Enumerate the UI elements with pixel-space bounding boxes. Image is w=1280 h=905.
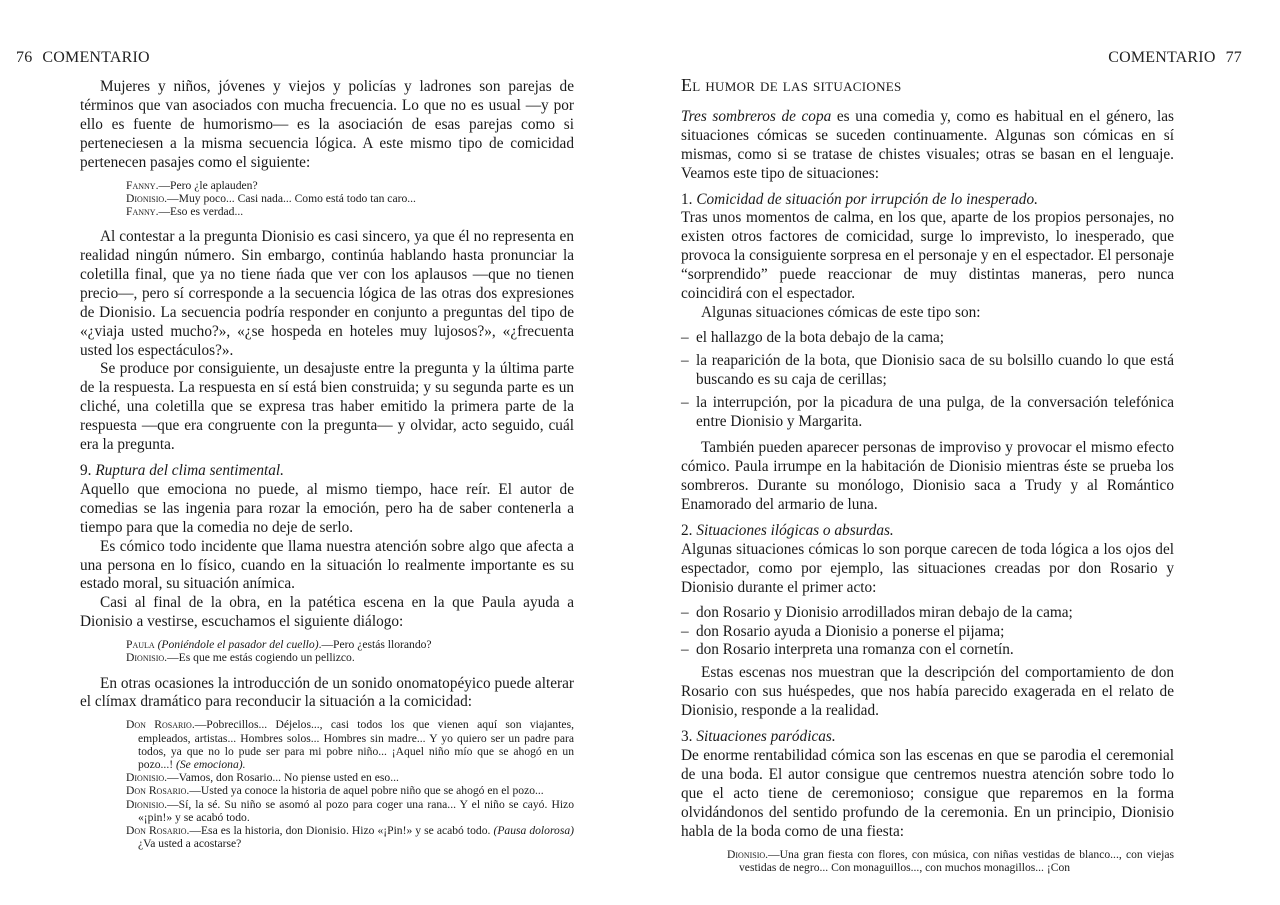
right-page-body <box>681 76 1174 884</box>
list-item: – don Rosario y Dionisio arrodillados miran debajo de la cama; <box>681 603 1073 621</box>
paragraph: Tras unos momentos de calma, en los que, aparte de los propios personajes, no existen otros factores de comicidad, surge lo imprevisto, lo inesperado, que provoca la consiguiente sorpresa en el personaje y en el espectador. El personaje “sorprendido” puede reaccionar de muy distintas maneras, pero nunca coincidirá con el espectador. <box>681 209 1174 303</box>
subheading-3: 3. Situaciones paródicas. <box>681 728 836 746</box>
dialogue-line: Fanny.—Eso es verdad... <box>126 204 244 218</box>
dash-marker: – <box>681 328 689 346</box>
left-page-body <box>80 78 574 860</box>
paragraph: Algunas situaciones cómicas lo son porque carecen de toda lógica a los ojos del espectador, como por ejemplo, las situaciones creadas por don Rosario y Dionisio durante el primer acto: <box>681 540 1174 596</box>
page-number: 76 <box>16 49 33 66</box>
stage-direction: (Se emociona). <box>176 758 246 771</box>
dialogue-line: Dionisio.—Una gran fiesta con flores, con música, con niñas vestidas de blanco..., con viejas vestidas de negro... Con monaguillos..., con muchos monagillos... ¡Con <box>727 847 1174 874</box>
dialogue-excerpt <box>80 638 574 664</box>
paragraph: Casi al final de la obra, en la patética escena en la que Paula ayuda a Dionisio a vestirse, escuchamos el siguiente diálogo: <box>80 594 574 631</box>
speaker: Don Rosario <box>126 784 187 798</box>
dialogue-excerpt <box>80 718 574 850</box>
stage-direction: (Poniéndole el pasador del cuello) <box>154 638 319 652</box>
list-item: – la interrupción, por la picadura de una pulga, de la conversación telefónica entre Dionisio y Margarita. <box>681 393 1174 430</box>
subheading-9: 9. Ruptura del clima sentimental. <box>80 462 284 480</box>
speaker: Fanny <box>126 178 156 192</box>
dialogue-line: Dionisio.—Muy poco... Casi nada... Como está todo tan caro... <box>126 191 416 205</box>
running-head-title: COMENTARIO <box>1108 49 1216 66</box>
example-list <box>681 604 1174 661</box>
dash-marker: – <box>681 641 689 659</box>
section-title: El humor de las situaciones <box>681 75 902 95</box>
paragraph: Es cómico todo incidente que llama nuestra atención sobre algo que afecta a una persona en lo físico, cuando en la situación lo realmente importante es su estado moral, su situación anímica. <box>80 537 574 593</box>
list-item: – don Rosario interpreta una romanza con el cornetín. <box>681 641 1014 659</box>
dash-marker: – <box>681 622 689 640</box>
work-title: Tres sombreros de copa <box>681 107 832 125</box>
dialogue-line: Dionisio.—Es que me estás cogiendo un pellizco. <box>126 651 355 665</box>
dialogue-line: Don Rosario.—Usted ya conoce la historia de aquel pobre niño que se ahogó en el pozo... <box>126 784 544 798</box>
paragraph: En otras ocasiones la introducción de un sonido onomatopéyico puede alterar el clímax dramático para reconducir la situación a la comicidad: <box>80 674 574 711</box>
paragraph: Mujeres y niños, jóvenes y viejos y policías y ladrones son parejas de términos que van asociados con mucha frecuencia. Lo que no es usual —y por ello es fuente de humorismo— es la asociación de esas parejas como si perteneciesen a la misma secuencia lógica. A este mismo tipo de comicidad pertenecen pasajes como el siguiente: <box>80 78 574 171</box>
dialogue-excerpt <box>681 848 1174 874</box>
paragraph: De enorme rentabilidad cómica son las escenas en que se parodia el ceremonial de una boda. El autor consigue que centremos nuestra atención sobre todo lo que el acto tiene de ceremonioso; consigue que reparemos en la forma olvidándonos del sentido profundo de la ceremonia. En un principio, Dionisio habla de la boda como de una fiesta: <box>681 747 1174 840</box>
paragraph: Tres sombreros de copa es una comedia y, como es habitual en el género, las situaciones cómicas se suceden continuamente. Algunas son cómicas en sí mismas, como si se tratase de chistes visuales; otras se basan en el lenguaje. Veamos este tipo de situaciones: <box>681 107 1174 182</box>
right-page <box>640 0 1280 905</box>
paragraph: Al contestar a la pregunta Dionisio es casi sincero, ya que él no representa en realidad ningún número. Sin embargo, continúa hablando hasta pronunciar la coletilla final, que ya no tiene ńada que ver con los aplausos —que no tienen precio—, pero sí corresponde a la secuencia lógica de las otras dos expresiones de Dionisio. La secuencia podría responder en conjunto a preguntas del tipo de «¿viaja usted mucho?», «¿se hospeda en hoteles muy lujosos?», «¿frecuenta usted los espectáculos?». <box>80 228 574 359</box>
dialogue-line: Dionisio.—Vamos, don Rosario... No piense usted en eso... <box>126 771 399 785</box>
running-head-title: COMENTARIO <box>42 49 150 66</box>
paragraph: Se produce por consiguiente, un desajuste entre la pregunta y la última parte de la respuesta. La respuesta en sí está bien construida; y su segunda parte es un cliché, una coletilla que se expresa tras haber emitido la primera parte de la respuesta —que era congruente con la pregunta— y olvidar, acto seguido, cuál era la pregunta. <box>80 360 574 454</box>
speaker: Don Rosario <box>126 824 187 838</box>
running-head-right <box>1108 49 1242 67</box>
speaker: Dionisio <box>126 771 165 785</box>
dialogue-line: Paula (Poniéndole el pasador del cuello).—Pero ¿estás llorando? <box>126 638 432 652</box>
dash-marker: – <box>681 603 689 621</box>
list-item: – el hallazgo de la bota debajo de la cama; <box>681 328 945 346</box>
speaker: Dionisio <box>727 847 766 861</box>
speaker: Don Rosario <box>126 718 192 732</box>
dialogue-line: Fanny.—Pero ¿le aplauden? <box>126 178 258 192</box>
list-item: – la reaparición de la bota, que Dionisio saca de su bolsillo cuando lo que está buscando es su caja de cerillas; <box>681 351 1174 388</box>
speaker: Paula <box>126 638 155 652</box>
subheading-1: 1. Comicidad de situación por irrupción de lo inesperado. <box>681 190 1038 208</box>
subheading-2: 2. Situaciones ilógicas o absurdas. <box>681 522 894 540</box>
paragraph: Aquello que emociona no puede, al mismo tiempo, hace reír. El autor de comedias se las ingenia para rozar la emoción, pero ha de saber contenerla a tiempo para que la comedia no deje de serlo. <box>80 480 574 536</box>
dialogue-line: Don Rosario.—Pobrecillos... Déjelos..., casi todos los que vienen aquí son viajantes, empleados, artistas... Hombres solos... Hombres sin madre... Y yo quiero ser un padre para todos, ya que no lo pude ser para mi pobre niño... ¡Aquel niño mío que se ahogó en un pozo...! (Se emociona). <box>126 718 574 771</box>
dialogue-excerpt <box>80 179 574 219</box>
speaker: Dionisio <box>126 191 165 205</box>
paragraph: También pueden aparecer personas de improviso y provocar el mismo efecto cómico. Paula irrumpe en la habitación de Dionisio mientras éste se prueba los sombreros. Durante su monólogo, Dionisio saca a Trudy y al Romántico Enamorado del armario de luna. <box>681 439 1174 514</box>
speaker: Dionisio <box>126 797 165 811</box>
dialogue-line: Dionisio.—Sí, la sé. Su niño se asomó al pozo para coger una rana... Y el niño se cayó. Hizo «¡pin!» y se acabó todo. <box>126 797 574 824</box>
dialogue-line: Don Rosario.—Esa es la historia, don Dionisio. Hizo «¡Pin!» y se acabó todo. (Pausa dolorosa) ¿Va usted a acostarse? <box>126 824 574 851</box>
page-number: 77 <box>1225 49 1242 66</box>
paragraph: Estas escenas nos muestran que la descripción del comportamiento de don Rosario con sus huéspedes, que nos había parecido exagerada en el relato de Dionisio, responde a la realidad. <box>681 664 1174 720</box>
speaker: Fanny <box>126 204 156 218</box>
paragraph: Algunas situaciones cómicas de este tipo son: <box>701 303 981 321</box>
dash-marker: – <box>681 351 689 369</box>
example-list <box>681 329 1174 432</box>
list-item: – don Rosario ayuda a Dionisio a ponerse el pijama; <box>681 622 1005 640</box>
stage-direction: (Pausa dolorosa) <box>493 824 574 838</box>
speaker: Dionisio <box>126 651 165 665</box>
dash-marker: – <box>681 393 689 411</box>
running-head-left <box>16 49 150 67</box>
